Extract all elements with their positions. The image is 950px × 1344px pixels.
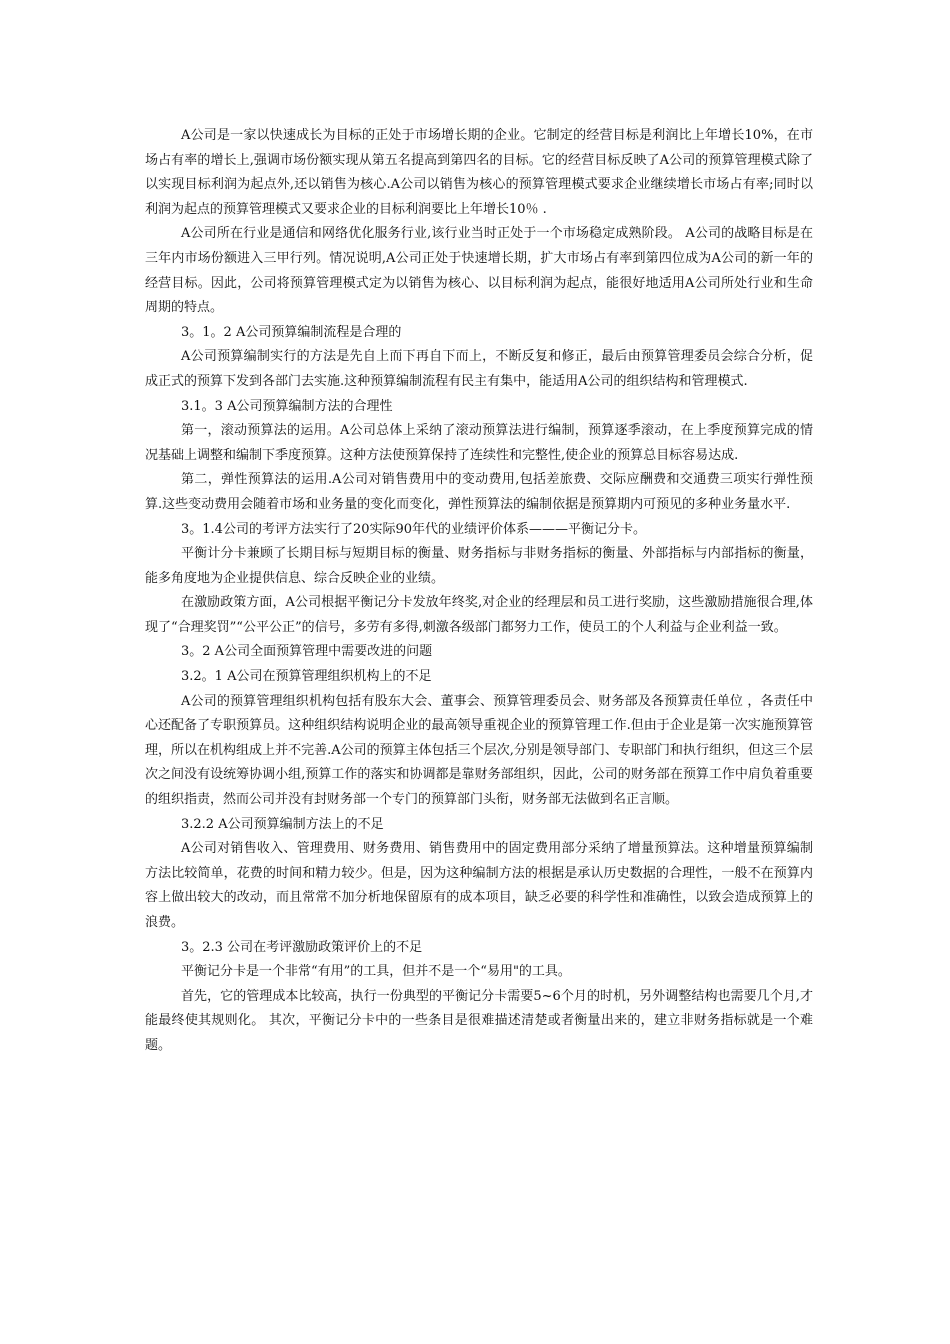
paragraph-8: A公司的预算管理组织机构包括有股东大会、董事会、预算管理委员会、财务部及各预算责任单位 ，各责任中心还配备了专职预算员。这种组织结构说明企业的最高领导重视企业的预算管理工作.但由于企业是第一次实施预算管理，所以在机构组成上并不完善.A公司的预算主体包括三个层次,分别是领导部门、专职部门和执行组织，但这三个层次之间没有设统筹协调小组,预算工作的落实和协调都是靠财务部组织，因此，公司的财务部在预算工作中肩负着重要的组织指责，然而公司并没有封财务部一个专门的预算部门头衔，财务部无法做到名正言顺。 — [145, 693, 813, 808]
document-body — [145, 124, 813, 1059]
paragraph-10: 平衡记分卡是一个非常“有用”的工具，但并不是一个“易用"的工具。 — [181, 964, 571, 980]
section-heading-3-2-2: 3.2.2 A公司预算编制方法上的不足 — [181, 816, 384, 832]
paragraph-4: 第一，滚动预算法的运用。A公司总体上采纳了滚动预算法进行编制，预算逐季滚动，在上季度预算完成的情况基础上调整和编制下季度预算。这种方法使预算保持了连续性和完整性,使企业的预算总目标容易达成. — [145, 423, 813, 463]
paragraph-2: A公司所在行业是通信和网络优化服务行业,该行业当时正处于一个市场稳定成熟阶段。 A公司的战略目标是在三年内市场份额进入三甲行列。情况说明,A公司正处于快速增长期，扩大市场占有率到第四位成为A公司的新一年的经营目标。因此，公司将预算管理模式定为以销售为核心、以目标利润为起点，能很好地适用A公司所处行业和生命周期的特点。 — [145, 226, 813, 316]
section-heading-3-2: 3。2 A公司全面预算管理中需要改进的问题 — [181, 644, 433, 660]
paragraph-9: A公司对销售收入、管理费用、财务费用、销售费用中的固定费用部分采纳了增量预算法。这种增量预算编制方法比较简单，花费的时间和精力较少。但是，因为这种编制方法的根据是承认历史数据的合理性，一般不在预算内容上做出较大的改动，而且常常不加分析地保留原有的成本项目，缺乏必要的科学性和准确性，以致会造成预算上的浪费。 — [145, 841, 813, 930]
section-heading-3-2-3: 3。2.3 公司在考评激励政策评价上的不足 — [181, 939, 423, 955]
paragraph-7: 在激励政策方面，A公司根据平衡记分卡发放年终奖,对企业的经理层和员工进行奖励，这些激励措施很合理,体现了“合理奖罚”“公平公正”的信号，多劳有多得,刺激各级部门都努力工作，使员工的个人利益与企业利益一致。 — [145, 595, 813, 635]
paragraph-11: 首先，它的管理成本比较高，执行一份典型的平衡记分卡需要5~6个月的时机，另外调整结构也需要几个月,才能最终使其规则化。 其次，平衡记分卡中的一些条目是很难描述清楚或者衡量出来的，建立非财务指标就是一个难题。 — [145, 988, 813, 1053]
section-heading-3-1-3: 3.1。3 A公司预算编制方法的合理性 — [181, 398, 393, 414]
paragraph-3: A公司预算编制实行的方法是先自上而下再自下而上，不断反复和修正，最后由预算管理委员会综合分析，促成正式的预算下发到各部门去实施.这种预算编制流程有民主有集中，能适用A公司的组织结构和管理模式. — [145, 349, 813, 389]
section-heading-3-2-1: 3.2。1 A公司在预算管理组织机构上的不足 — [181, 669, 432, 685]
paragraph-5: 第二，弹性预算法的运用.A公司对销售费用中的变动费用,包括差旅费、交际应酬费和交通费三项实行弹性预算.这些变动费用会随着市场和业务量的变化而变化，弹性预算法的编制依据是预算期内可预见的多种业务量水平. — [145, 472, 813, 512]
paragraph-1: A公司是一家以快速成长为目标的正处于市场增长期的企业。它制定的经营目标是利润比上年增长10%，在市场占有率的增长上,强调市场份额实现从第五名提高到第四名的目标。它的经营目标反映了A公司的预算管理模式除了以实现目标利润为起点外,还以销售为核心.A公司以销售为核心的预算管理模式要求企业继续增长市场占有率;同时以利润为起点的预算管理模式又要求企业的目标利润要比上年增长10％ . — [145, 128, 813, 217]
section-heading-3-1-2: 3。1。2 A公司预算编制流程是合理的 — [181, 324, 402, 340]
paragraph-6: 平衡计分卡兼顾了长期目标与短期目标的衡量、财务指标与非财务指标的衡量、外部指标与内部指标的衡量，能多角度地为企业提供信息、综合反映企业的业绩。 — [145, 546, 813, 586]
section-heading-3-1-4: 3。1.4公司的考评方法实行了20实际90年代的业绩评价体系———平衡记分卡。 — [181, 521, 647, 537]
